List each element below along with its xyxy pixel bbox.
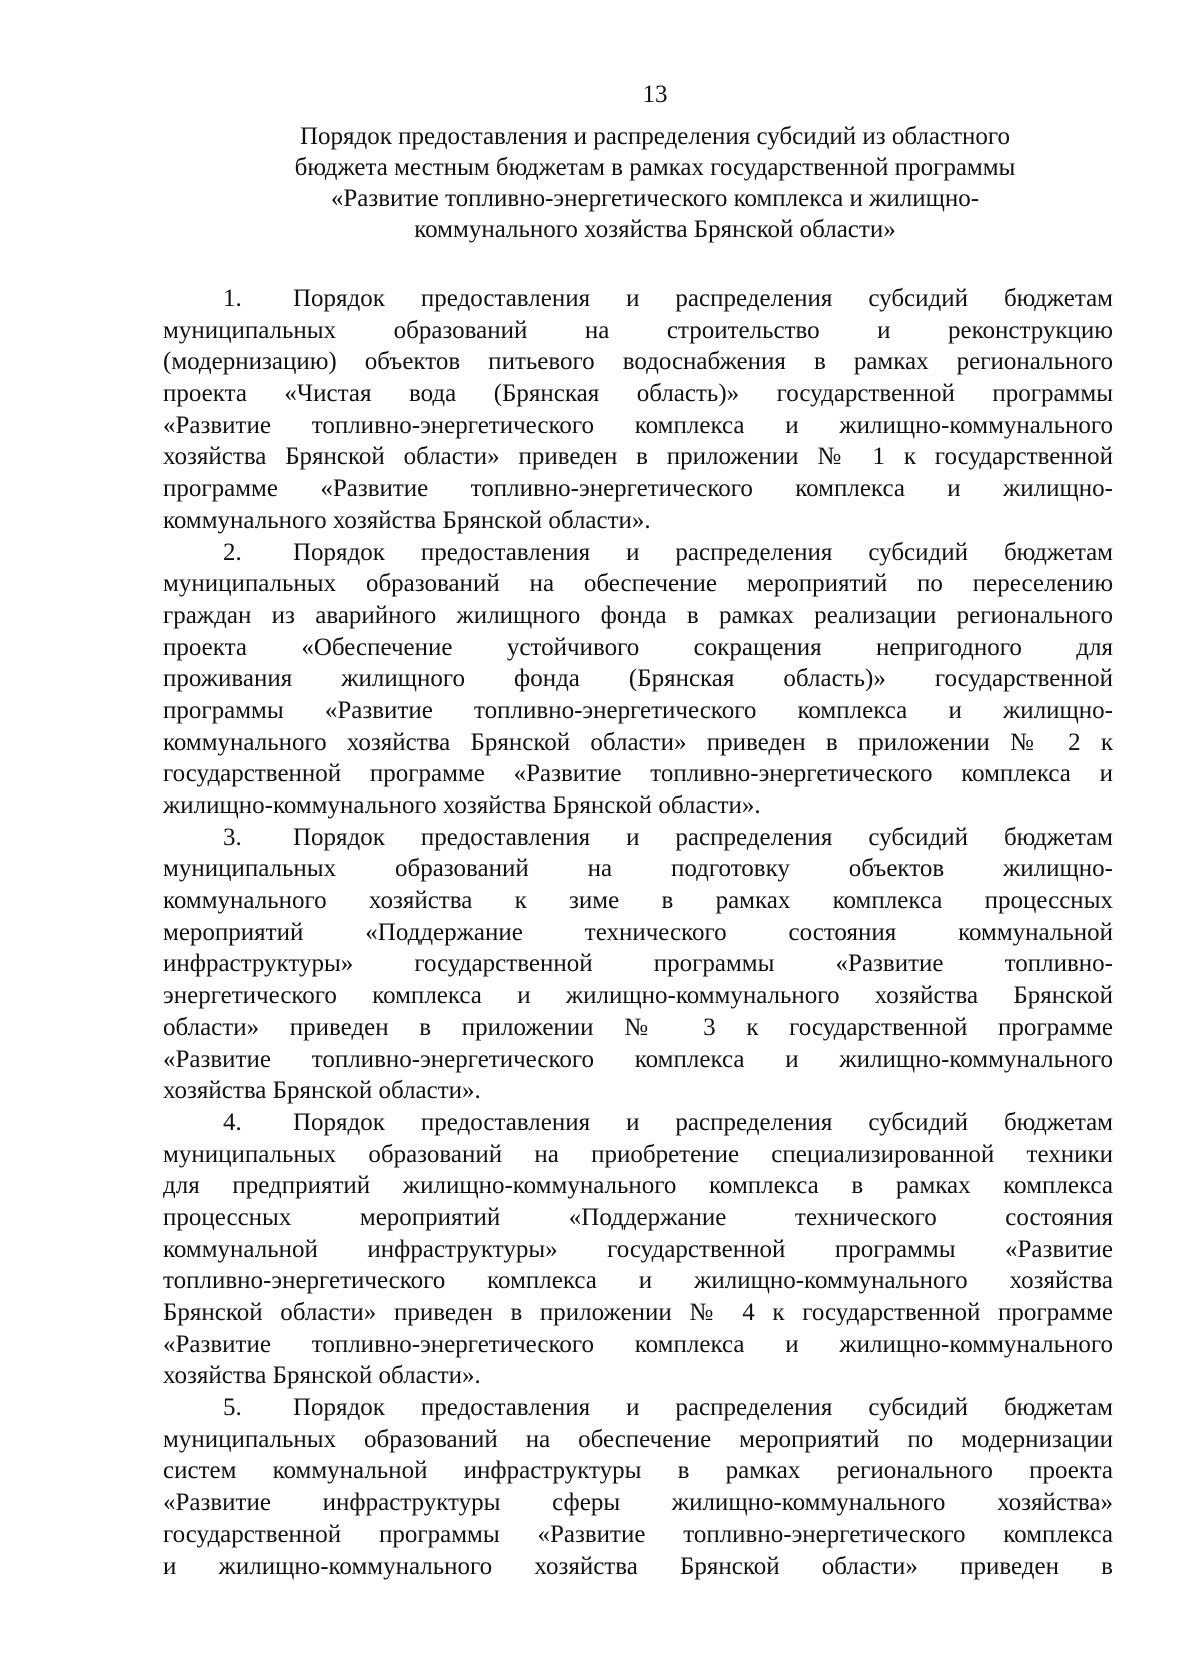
paragraph-line: «Развитие инфраструктуры сферы жилищно-коммунального хозяйства»	[163, 1489, 1113, 1517]
paragraph-text: Порядок предоставления и распределения субсидий бюджетам	[293, 1394, 1113, 1422]
paragraph-line	[163, 1392, 1113, 1424]
paragraph-line: (модернизацию) объектов питьевого водоснабжения в рамках регионального	[163, 348, 1113, 376]
paragraph-line: хозяйства Брянской области».	[163, 1362, 481, 1390]
paragraph-line: «Развитие топливно-энергетического комплекса и жилищно-коммунального	[163, 1045, 1113, 1073]
paragraph-line: процессных мероприятий «Поддержание технического состояния	[163, 1203, 1113, 1231]
paragraph-line: жилищно-коммунального хозяйства Брянской области».	[163, 792, 761, 819]
paragraph-line: муниципальных образований на строительство и реконструкцию	[163, 316, 1113, 344]
paragraph	[163, 537, 1113, 822]
paragraph-line	[163, 1107, 1113, 1139]
paragraph-number: 2.	[223, 538, 242, 566]
paragraph-text: Порядок предоставления и распределения субсидий бюджетам	[293, 1108, 1113, 1136]
paragraph-line: муниципальных образований на приобретение специализированной техники	[163, 1140, 1113, 1168]
paragraph-line: проекта «Обеспечение устойчивого сокращения непригодного для	[163, 633, 1113, 661]
paragraph	[163, 283, 1113, 537]
paragraph-number: 3.	[223, 823, 242, 851]
paragraph-line: «Развитие топливно-энергетического комплекса и жилищно-коммунального	[163, 1330, 1113, 1358]
page-number: 13	[642, 81, 668, 108]
paragraph-line: коммунального хозяйства Брянской области» приведен в приложении № 2 к	[163, 728, 1113, 756]
paragraph-line: граждан из аварийного жилищного фонда в рамках реализации регионального	[163, 601, 1113, 629]
paragraph	[163, 1107, 1113, 1392]
paragraph-line: государственной программе «Развитие топливно-энергетического комплекса и	[163, 760, 1113, 788]
paragraph-line: Брянской области» приведен в приложении № 4 к государственной программе	[163, 1299, 1113, 1326]
title-line: бюджета местным бюджетам в рамках государственной программы	[294, 154, 1016, 181]
paragraph-line	[163, 537, 1113, 569]
paragraph-line: энергетического комплекса и жилищно-коммунального хозяйства Брянской	[163, 982, 1113, 1010]
paragraph	[163, 822, 1113, 1107]
paragraph-line: коммунальной инфраструктуры» государственной программы «Развитие	[163, 1235, 1113, 1263]
paragraph-line: коммунального хозяйства к зиме в рамках комплекса процессных	[163, 887, 1113, 915]
paragraph-line: программе «Развитие топливно-энергетического комплекса и жилищно-	[163, 475, 1113, 503]
paragraph-line: и жилищно-коммунального хозяйства Брянской области» приведен в	[163, 1552, 1113, 1580]
paragraph-number: 5.	[223, 1394, 242, 1422]
paragraph-line: хозяйства Брянской области» приведен в приложении № 1 к государственной	[163, 443, 1113, 471]
paragraph-line	[163, 283, 1113, 315]
paragraph-line: мероприятий «Поддержание технического состояния коммунальной	[163, 918, 1113, 946]
paragraph-line: муниципальных образований на обеспечение мероприятий по модернизации	[163, 1425, 1113, 1453]
paragraph-line: хозяйства Брянской области».	[163, 1077, 481, 1105]
paragraph-line: «Развитие топливно-энергетического комплекса и жилищно-коммунального	[163, 411, 1113, 439]
paragraph-line: топливно-энергетического комплекса и жилищно-коммунального хозяйства	[163, 1267, 1113, 1295]
paragraph	[163, 1392, 1113, 1582]
document-body	[163, 283, 1113, 1582]
document-title	[240, 121, 1070, 245]
paragraph-line: муниципальных образований на подготовку объектов жилищно-	[163, 855, 1113, 883]
paragraph-text: Порядок предоставления и распределения субсидий бюджетам	[293, 538, 1113, 566]
paragraph-text: Порядок предоставления и распределения субсидий бюджетам	[293, 823, 1113, 851]
paragraph-text: Порядок предоставления и распределения субсидий бюджетам	[293, 285, 1113, 312]
paragraph-number: 4.	[223, 1108, 242, 1136]
paragraph-line: муниципальных образований на обеспечение мероприятий по переселению	[163, 570, 1113, 598]
paragraph-number: 1.	[223, 285, 242, 312]
paragraph-line: государственной программы «Развитие топливно-энергетического комплекса	[163, 1520, 1113, 1548]
paragraph-line: программы «Развитие топливно-энергетического комплекса и жилищно-	[163, 696, 1113, 724]
paragraph-line: инфраструктуры» государственной программы «Развитие топливно-	[163, 950, 1113, 978]
paragraph-line: проживания жилищного фонда (Брянская область)» государственной	[163, 665, 1113, 693]
title-line: «Развитие топливно-энергетического комплекса и жилищно-	[330, 185, 980, 212]
paragraph-line	[163, 822, 1113, 854]
paragraph-line: систем коммунальной инфраструктуры в рамках регионального проекта	[163, 1457, 1113, 1485]
paragraph-line: области» приведен в приложении № 3 к государственной программе	[163, 1013, 1113, 1041]
title-line: коммунального хозяйства Брянской области»	[414, 216, 896, 243]
title-line: Порядок предоставления и распределения субсидий из областного	[299, 123, 1011, 150]
paragraph-line: коммунального хозяйства Брянской области».	[163, 506, 651, 534]
paragraph-line: для предприятий жилищно-коммунального комплекса в рамках комплекса	[163, 1172, 1113, 1200]
paragraph-line: проекта «Чистая вода (Брянская область)» государственной программы	[163, 380, 1113, 408]
